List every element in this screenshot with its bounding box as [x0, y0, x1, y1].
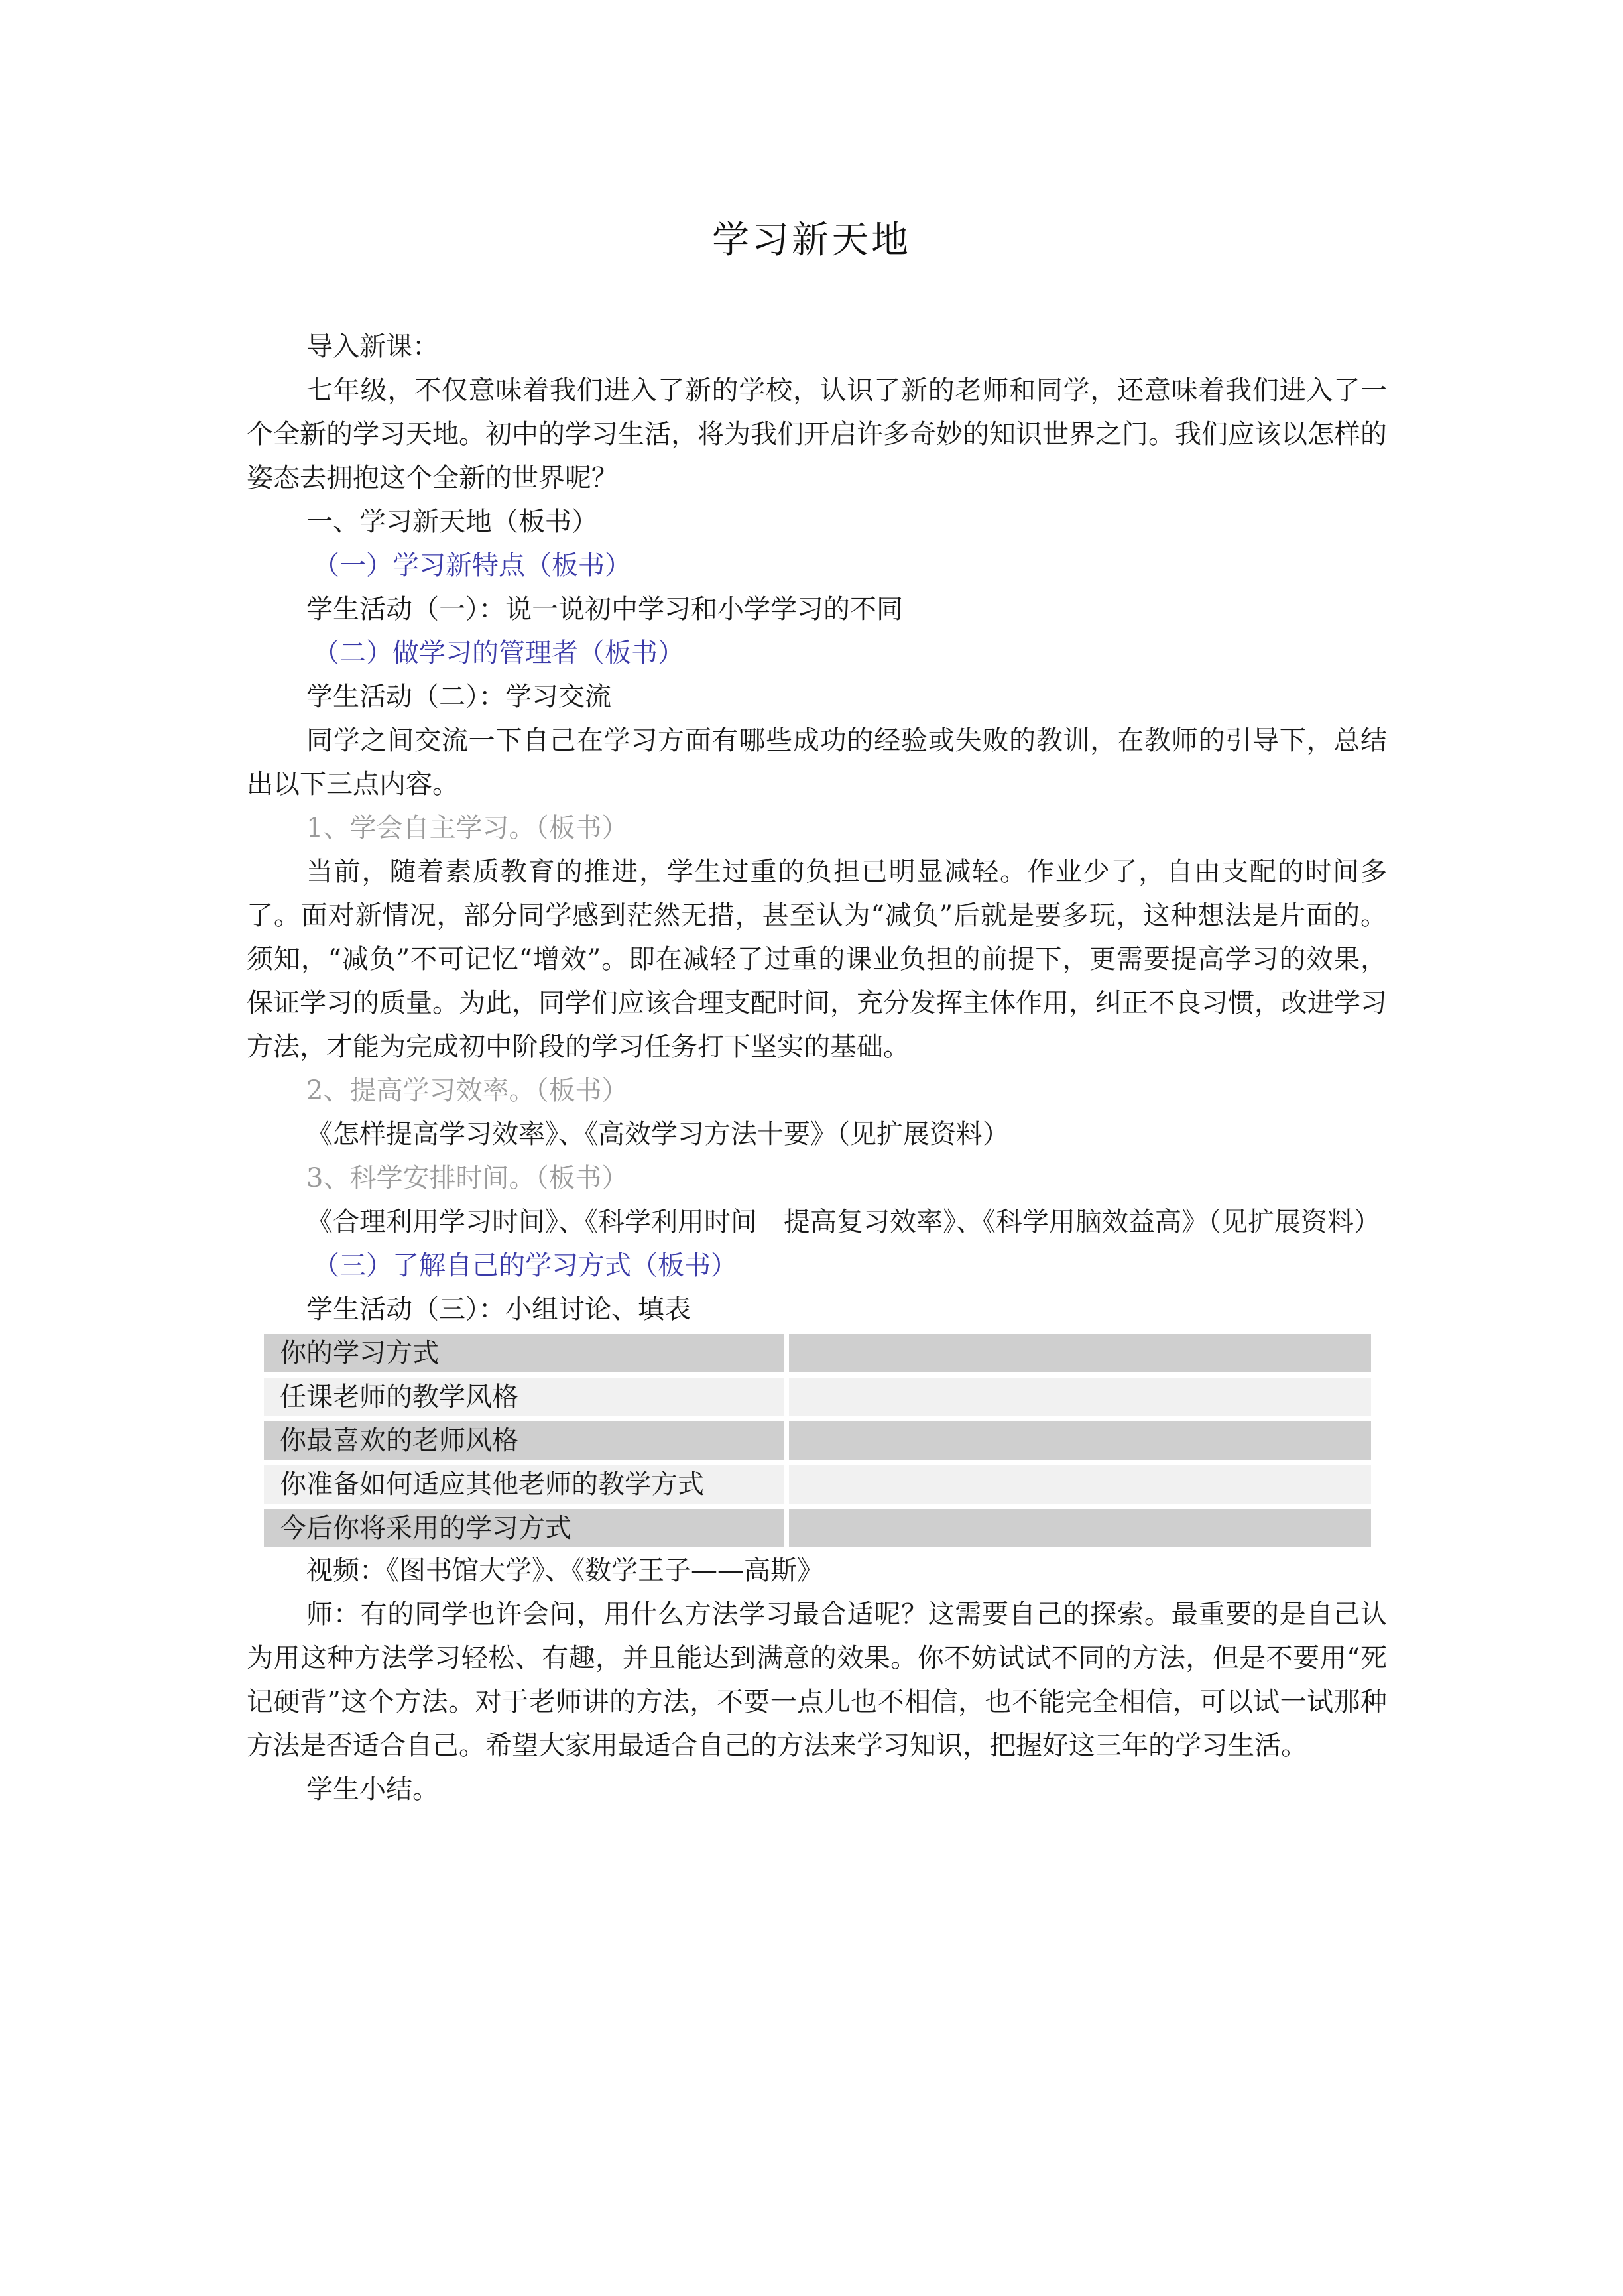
- subsection-heading: （二）做学习的管理者（板书）: [313, 638, 684, 668]
- table-row: [264, 1378, 1371, 1416]
- table-row: [264, 1334, 1371, 1372]
- point-heading: 2、提高学习效率。（板书）: [306, 1075, 629, 1106]
- table-cell-value: [789, 1465, 1371, 1504]
- paragraph: 视频：《图书馆大学》、《数学王子——高斯》: [306, 1555, 823, 1586]
- table-cell-label: 你准备如何适应其他老师的教学方式: [264, 1465, 789, 1504]
- table-cell-value: [789, 1509, 1371, 1547]
- paragraph: 七年级，不仅意味着我们进入了新的学校，认识了新的老师和同学，还意味着我们进入了一个全新的学习天地。初中的学习生活，将为我们开启许多奇妙的知识世界之门。我们应该以怎样的姿态去拥抱这个全新的世界呢？: [247, 375, 1387, 493]
- point-heading: 3、科学安排时间。（板书）: [306, 1163, 629, 1193]
- subsection-heading: （三）了解自己的学习方式（板书）: [313, 1250, 737, 1281]
- document-body: [247, 325, 1387, 1811]
- paragraph: 学生小结。: [306, 1774, 439, 1805]
- table-cell-value: [789, 1378, 1371, 1416]
- paragraph: 《合理利用学习时间》、《科学利用时间 提高复习效率》、《科学用脑效益高》（见扩展资料）: [306, 1207, 1380, 1237]
- table-cell-label: 你最喜欢的老师风格: [264, 1421, 789, 1460]
- table-row: [264, 1465, 1371, 1504]
- table-cell-label: 任课老师的教学风格: [264, 1378, 789, 1416]
- paragraph: 《怎样提高学习效率》、《高效学习方法十要》（见扩展资料）: [306, 1119, 1009, 1150]
- paragraph: 当前，随着素质教育的推进，学生过重的负担已明显减轻。作业少了，自由支配的时间多了。面对新情况，部分同学感到茫然无措，甚至认为“减负”后就是要多玩，这种想法是片面的。须知，“减负”不可记忆“增效”。即在减轻了过重的课业负担的前提下，更需要提高学习的效果，保证学习的质量。为此，同学们应该合理支配时间，充分发挥主体作用，纠正不良习惯，改进学习方法，才能为完成初中阶段的学习任务打下坚实的基础。: [247, 857, 1387, 1062]
- page-title: 学习新天地: [712, 219, 911, 262]
- table-cell-label: 你的学习方式: [264, 1334, 789, 1372]
- activity-line: 学生活动（一）：说一说初中学习和小学学习的不同: [306, 594, 903, 625]
- activity-line: 学生活动（三）：小组讨论、填表: [306, 1294, 691, 1325]
- table-cell-label: 今后你将采用的学习方式: [264, 1509, 789, 1547]
- table-cell-value: [789, 1421, 1371, 1460]
- paragraph: 同学之间交流一下自己在学习方面有哪些成功的经验或失败的教训，在教师的引导下，总结出以下三点内容。: [247, 725, 1387, 800]
- table-row: [264, 1509, 1371, 1547]
- subsection-heading: （一）学习新特点（板书）: [313, 550, 631, 581]
- paragraph: 导入新课：: [306, 332, 439, 362]
- table-row: [264, 1421, 1371, 1460]
- learning-style-table: [264, 1329, 1371, 1553]
- table-cell-value: [789, 1334, 1371, 1372]
- point-heading: 1、学会自主学习。（板书）: [306, 813, 629, 843]
- paragraph: 师：有的同学也许会问，用什么方法学习最合适呢？这需要自己的探索。最重要的是自己认为用这种方法学习轻松、有趣，并且能达到满意的效果。你不妨试试不同的方法，但是不要用“死记硬背”这个方法。对于老师讲的方法，不要一点儿也不相信，也不能完全相信，可以试一试那种方法是否适合自己。希望大家用最适合自己的方法来学习知识，把握好这三年的学习生活。: [247, 1599, 1387, 1761]
- activity-line: 学生活动（二）：学习交流: [306, 682, 611, 712]
- section-heading: 一、学习新天地（板书）: [306, 507, 598, 537]
